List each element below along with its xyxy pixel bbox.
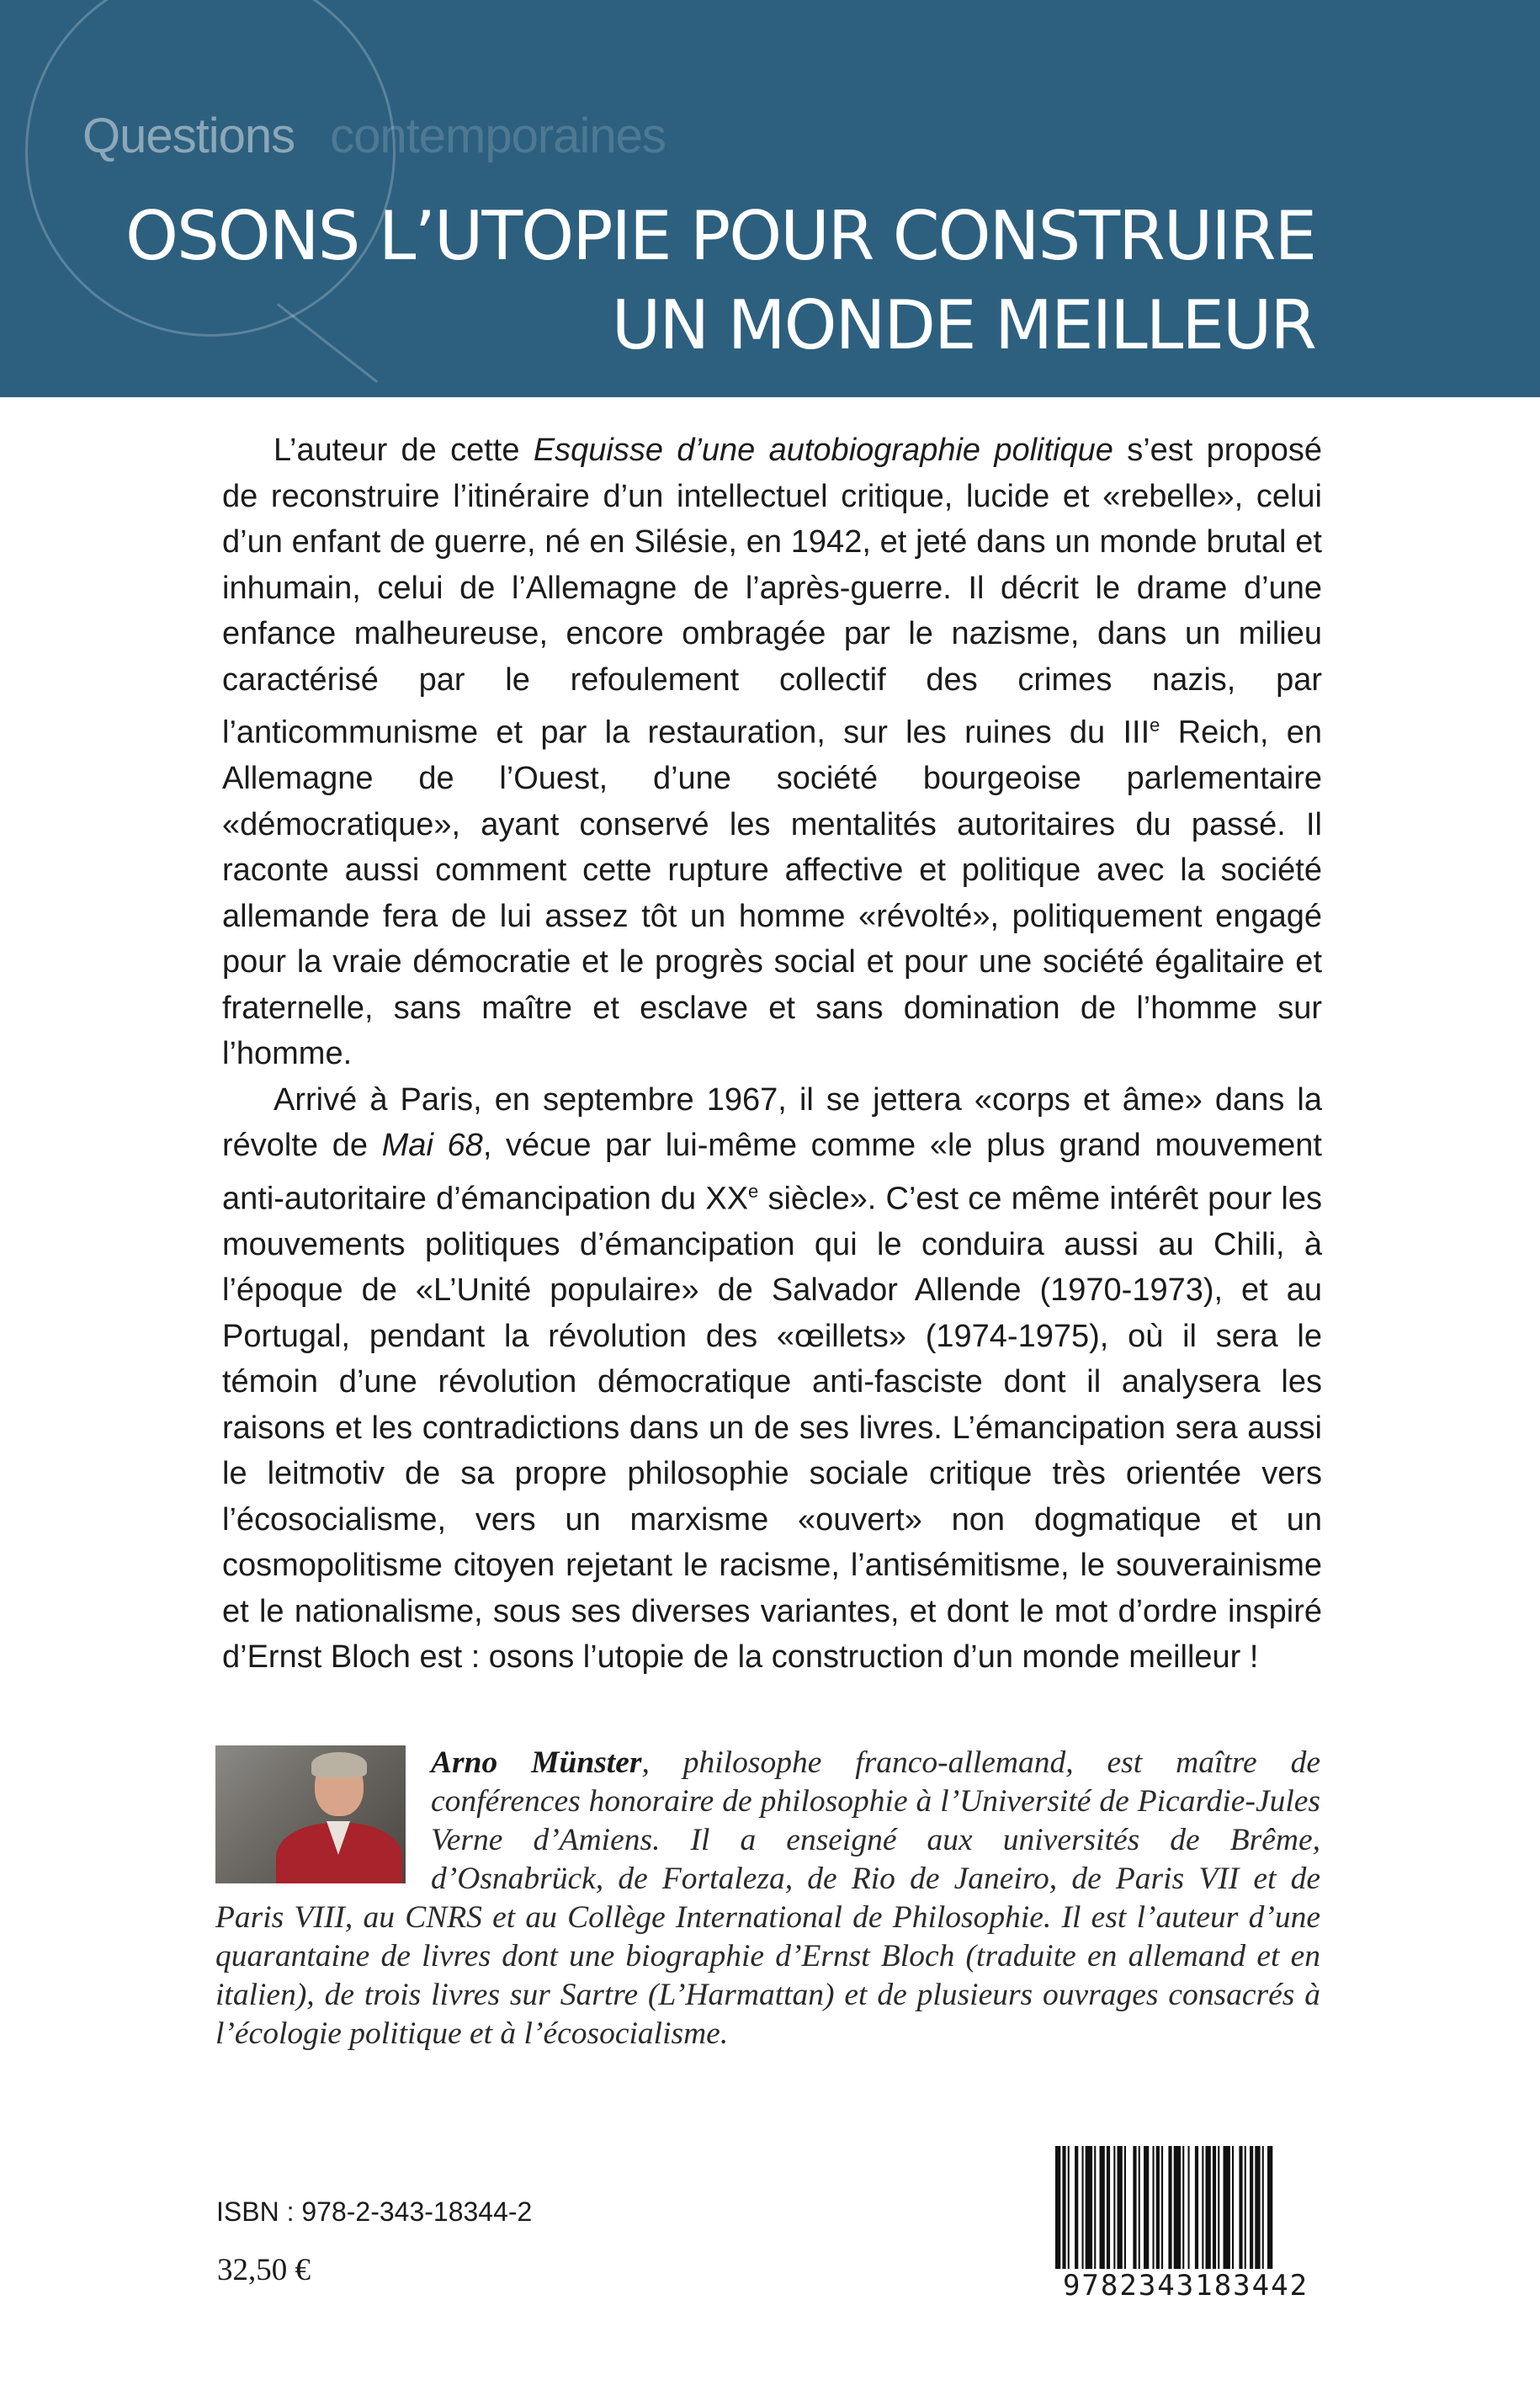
author-photo xyxy=(215,1745,406,1883)
author-bio-text: , philosophe franco-allemand, est maître de conférences honoraire de philosophie à l’Université de Picardie-Jules Verne d’Amiens. Il a enseigné aux universités de Brême, d’Osnabrück, de Fortaleza, de Rio de Janeiro, de Paris VII et de Paris VIII, au CNRS et au Collège International de Philosophie. Il est l’auteur d’une quarantaine de livres dont une biographie d’Ernst Bloch (traduite en allemand et en italien), de trois livres sur Sartre (L’Harmattan) et de plusieurs ouvrages consacrés à l’écologie politique et à l’écosocialisme. xyxy=(215,1745,1320,2051)
barcode-bar xyxy=(1094,2146,1096,2271)
barcode-bar xyxy=(1262,2146,1264,2271)
author-bio xyxy=(215,1744,1320,2053)
barcode-bar xyxy=(1161,2146,1163,2271)
blurb-paragraph-2 xyxy=(222,1077,1322,1681)
blurb-superscript: e xyxy=(1150,714,1160,736)
blurb-text: s’est proposé de reconstruire l’itinéraire d’un intellectuel critique, lucide et «rebelle», celui d’un enfant de guerre, né en Silésie, en 1942, et jeté dans un monde brutal et inhumain, celui de l’Allemagne de l’après-guerre. Il décrit le drame d’une enfance malheureuse, encore ombragée par le nazisme, dans un milieu caractérisé par le refoulement collectif des crimes nazis, par l’anticommunisme et par la restauration, sur les ruines du III xyxy=(222,433,1322,751)
barcode-bar xyxy=(1156,2146,1160,2271)
blurb-text: , vécue par lui-même comme «le plus grand mouvement anti-autoritaire d’émancipation du XX xyxy=(222,1128,1322,1217)
barcode-bar xyxy=(1195,2146,1198,2271)
barcode-bar xyxy=(1082,2146,1084,2271)
header-band xyxy=(0,0,1540,397)
barcode-bar xyxy=(1107,2146,1110,2271)
barcode-bar xyxy=(1144,2146,1149,2271)
barcode-bar xyxy=(1124,2146,1126,2271)
barcode-bar xyxy=(1213,2146,1216,2271)
barcode-bar xyxy=(1174,2146,1181,2271)
author-name: Arno Münster xyxy=(431,1745,642,1780)
blurb-italic-mai68: Mai 68 xyxy=(381,1128,483,1164)
blurb-text: Reich, en Allemagne de l’Ouest, d’une société bourgeoise parlementaire «démocratique», ayant conservé les mentalités autoritaires du passé. Il raconte aussi comment cette rupture affective et politique avec la société allemande fera de lui assez tôt un homme «révolté», politiquement engagé pour la vraie démocratie et le progrès social et pour une société égalitaire et fraternelle, sans maître et esclave et sans domination de l’homme sur l’homme. xyxy=(222,714,1322,1072)
barcode-bar xyxy=(1206,2146,1211,2271)
blurb-superscript: e xyxy=(748,1180,759,1202)
barcode-bar xyxy=(1168,2146,1171,2271)
barcode-bar xyxy=(1188,2146,1190,2271)
barcode-bar xyxy=(1086,2146,1092,2271)
barcode-bar xyxy=(1068,2146,1070,2271)
series-name xyxy=(82,108,666,164)
blurb-text: Arrivé à Paris, en septembre 1967, il se jettera «corps et âme» dans la révolte de xyxy=(222,1081,1322,1164)
series-word-questions: Questions xyxy=(82,109,295,163)
blurb-paragraph-1 xyxy=(222,428,1322,1077)
barcode-bar xyxy=(1153,2146,1155,2271)
barcode xyxy=(1052,2143,1320,2311)
book-title-line-1: OSONS L’UTOPIE POUR CONSTRUIRE xyxy=(125,197,1315,275)
book-title xyxy=(125,192,1315,370)
barcode-digits: 9782343183442 xyxy=(1052,2269,1320,2303)
barcode-bar xyxy=(1075,2146,1078,2271)
series-word-contemporaines: contemporaines xyxy=(330,109,666,163)
barcode-bar xyxy=(1139,2146,1140,2271)
book-title-line-2: UN MONDE MEILLEUR xyxy=(611,286,1315,364)
blurb-italic-title: Esquisse d’une autobiographie politique xyxy=(533,433,1113,468)
barcode-bars-icon xyxy=(1052,2143,1320,2277)
blurb-text: L’auteur de cette xyxy=(273,433,534,468)
barcode-bar xyxy=(1182,2146,1184,2271)
isbn: ISBN : 978-2-343-18344-2 xyxy=(216,2196,533,2227)
barcode-bar xyxy=(1118,2146,1123,2271)
barcode-bar xyxy=(1100,2146,1105,2271)
blurb xyxy=(222,428,1322,1681)
barcode-bar xyxy=(1245,2146,1246,2271)
barcode-bar xyxy=(1202,2146,1203,2271)
blurb-text: siècle». C’est ce même intérêt pour les mouvements politiques d’émancipation qui le conduira aussi au Chili, à l’époque de «L’Unité populaire» de Salvador Allende (1970-1973), et au Portugal, pendant la révolution des «œillets» (1974-1975), où il sera le témoin d’une révolution démocratique anti-fasciste dont il analysera les raisons et les contradictions dans un de ses livres. L’émancipation sera aussi le leitmotiv de sa propre philosophie sociale critique très orientée vers l’écosocialisme, vers un marxisme «ouvert» non dogmatique et un cosmopolitisme citoyen rejetant le racisme, l’antisémitisme, le souverainisme et le nationalisme, sous ses diverses variantes, et dont le mot d’ordre inspiré d’Ernst Bloch est : osons l’utopie de la construction d’un monde meilleur ! xyxy=(222,1181,1323,1676)
barcode-bar xyxy=(1239,2146,1242,2271)
barcode-bar xyxy=(1250,2146,1253,2271)
barcode-bar xyxy=(1218,2146,1219,2271)
barcode-bar xyxy=(1133,2146,1136,2271)
barcode-bar xyxy=(1267,2146,1272,2271)
price: 32,50 € xyxy=(217,2253,311,2287)
barcode-bar xyxy=(1232,2146,1234,2271)
barcode-bar xyxy=(1113,2146,1115,2271)
barcode-bar xyxy=(1062,2146,1065,2271)
barcode-bar xyxy=(1224,2146,1230,2271)
barcode-bar xyxy=(1255,2146,1260,2271)
barcode-bar xyxy=(1055,2146,1060,2271)
